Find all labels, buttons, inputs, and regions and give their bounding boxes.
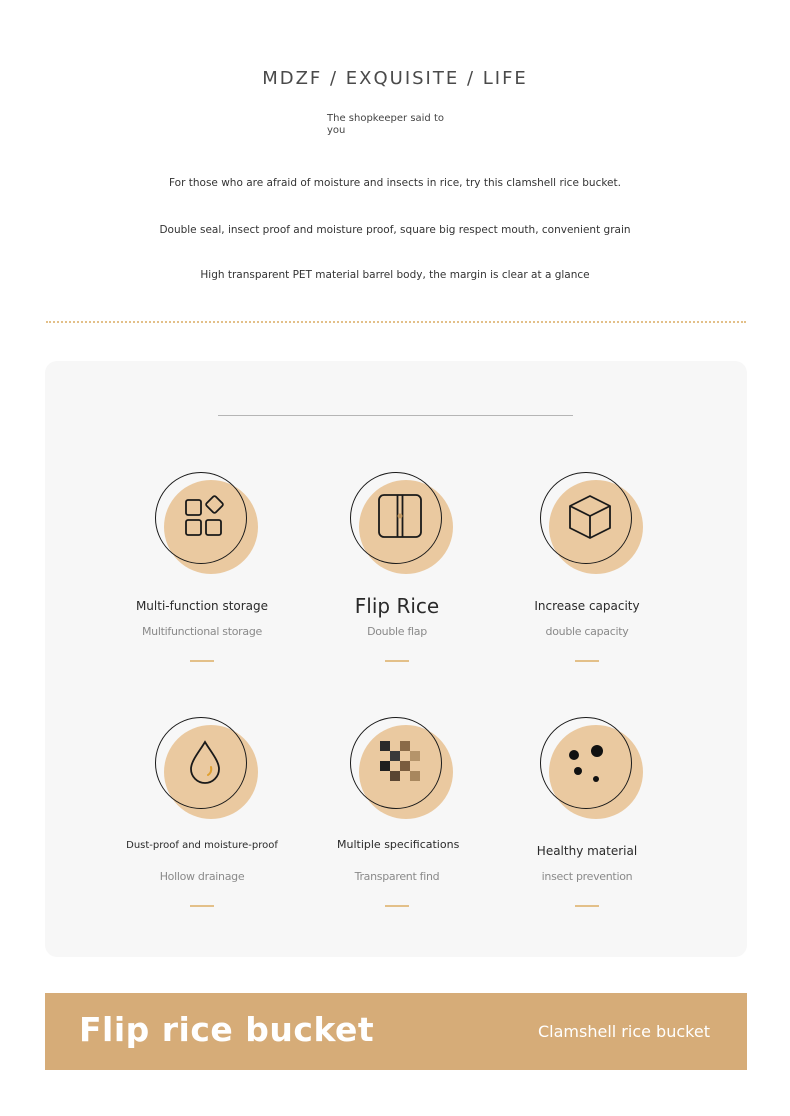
banner-title: Flip rice bucket <box>79 1010 375 1049</box>
feature-subtitle: Double flap <box>367 625 427 638</box>
shopkeeper-note: The shopkeeper said to you <box>327 113 445 136</box>
feature-subtitle: Hollow drainage <box>159 870 245 883</box>
feature-dash <box>385 660 409 662</box>
feature-dash <box>190 905 214 907</box>
feature-increase-capacity <box>497 472 677 672</box>
feature-subtitle: Transparent find <box>354 870 440 883</box>
feature-title: Multiple specifications <box>337 838 460 851</box>
feature-dust-proof <box>112 717 292 917</box>
feature-title: Multi-function storage <box>135 599 269 613</box>
feature-dash <box>575 660 599 662</box>
storage-grid-icon <box>181 492 229 540</box>
panel-divider <box>218 415 573 416</box>
feature-title: Healthy material <box>536 844 638 858</box>
feature-title: Dust-proof and moisture-proof <box>126 840 278 851</box>
intro-line-3: High transparent PET material barrel body, the margin is clear at a glance <box>200 269 590 281</box>
water-drop-icon <box>181 737 229 785</box>
feature-flip-rice <box>307 472 487 672</box>
feature-dash <box>575 905 599 907</box>
double-flap-icon <box>376 492 424 540</box>
feature-healthy-material <box>497 717 677 917</box>
dots-icon <box>566 737 614 785</box>
banner-subtitle: Clamshell rice bucket <box>538 1022 710 1041</box>
intro-line-2: Double seal, insect proof and moisture proof, square big respect mouth, convenient grain <box>159 224 631 236</box>
feature-title: Flip Rice <box>354 594 440 618</box>
feature-multi-function-storage <box>112 472 292 672</box>
feature-subtitle: double capacity <box>545 625 629 638</box>
feature-dash <box>190 660 214 662</box>
feature-dash <box>385 905 409 907</box>
checker-pattern-icon <box>376 737 424 785</box>
feature-multiple-specifications <box>307 717 487 917</box>
cube-icon <box>566 492 614 540</box>
feature-title: Increase capacity <box>534 599 640 613</box>
dotted-divider <box>46 321 746 323</box>
feature-subtitle: Multifunctional storage <box>141 625 262 638</box>
feature-subtitle: insect prevention <box>541 870 633 883</box>
brand-heading: MDZF / EXQUISITE / LIFE <box>262 68 528 89</box>
intro-line-1: For those who are afraid of moisture and insects in rice, try this clamshell rice bucket. <box>169 177 621 189</box>
